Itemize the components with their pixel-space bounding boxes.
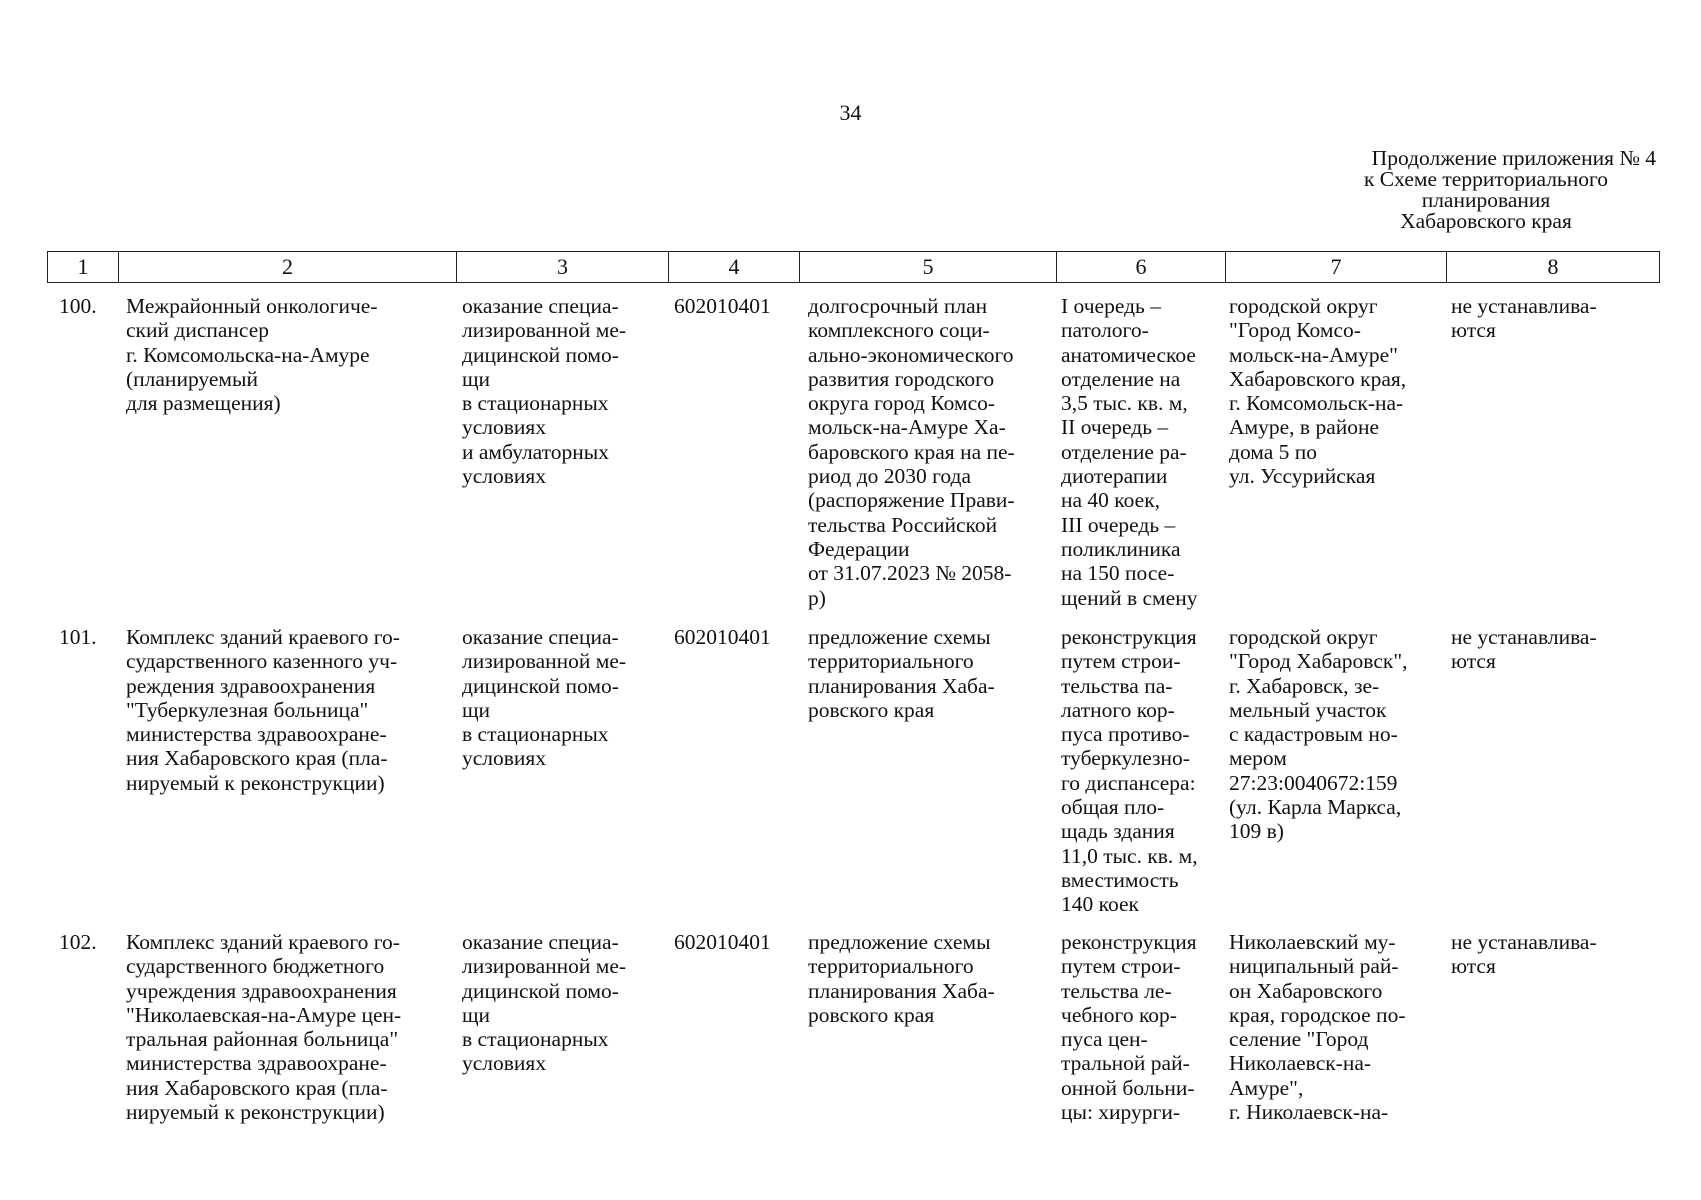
- table-row: [47, 294, 1659, 625]
- planning-basis: долгосрочный план комплексного соци- ально-экономического развития городского округа город Комсо- мольск-на-Амуре Ха- баровского края на пе- риод до 2030 года (распоряжение Прави- тельства Российской Федерации от 31.07.2023 № 2058- р): [808, 294, 1015, 610]
- appendix-caption: [1316, 148, 1656, 232]
- page-number: 34: [839, 100, 862, 125]
- object-name: Комплекс зданий краевого го- сударственного казенного уч- реждения здравоохранения "Туберкулезная больница" министерства здравоохране- ния Хабаровского края (пла- нируемый к реконструкции): [126, 625, 400, 795]
- appendix-line-4: Хабаровского края: [1400, 209, 1572, 233]
- row-number: 101.: [59, 625, 97, 649]
- column-number: 6: [1057, 252, 1226, 283]
- object-purpose: оказание специа- лизированной ме- дицинской помо- щи в стационарных условиях: [462, 930, 627, 1076]
- table-row: [47, 930, 1659, 1130]
- column-number: 8: [1447, 252, 1660, 283]
- zone-characteristics: не устанавлива- ются: [1451, 930, 1597, 979]
- appendix-line-1: Продолжение приложения № 4: [1371, 146, 1656, 170]
- object-purpose: оказание специа- лизированной ме- дицинской помо- щи в стационарных условиях: [462, 625, 627, 771]
- object-characteristics: реконструкция путем строи- тельства ле- чебного кор- пуса цен- тральной рай- онной больни- цы: хирурги-: [1061, 930, 1197, 1125]
- table-row: [47, 625, 1659, 930]
- column-number: 5: [800, 252, 1057, 283]
- planning-basis: предложение схемы территориального планирования Хаба- ровского края: [808, 930, 995, 1027]
- object-code: 602010401: [674, 930, 771, 954]
- object-name: Межрайонный онкологиче- ский диспансер г. Комсомольска-на-Амуре (планируемый для размещения): [126, 294, 378, 416]
- object-location: Николаевский му- ниципальный рай- он Хабаровского края, городское по- селение "Город Николаевск-на- Амуре", г. Николаевск-на-: [1229, 930, 1406, 1125]
- row-number: 100.: [59, 294, 97, 318]
- appendix-line-2: к Схеме территориального: [1363, 167, 1609, 191]
- object-name: Комплекс зданий краевого го- сударственного бюджетного учреждения здравоохранения "Николаевская-на-Амуре цен- тральная районная больница" министерства здравоохране- ния Хабаровского края (пла- нируемый к реконструкции): [126, 930, 402, 1125]
- column-number: 3: [457, 252, 669, 283]
- object-location: городской округ "Город Комсо- мольск-на-Амуре" Хабаровского края, г. Комсомольск-на- Амуре, в районе дома 5 по ул. Уссурийская: [1229, 294, 1407, 489]
- object-characteristics: реконструкция путем строи- тельства па- латного кор- пуса противо- туберкулезно- го диспансера: общая пло- щадь здания 11,0 тыс. кв. м, вместимость 140 коек: [1061, 625, 1198, 917]
- object-code: 602010401: [674, 294, 771, 318]
- column-number-header: [47, 251, 1660, 283]
- column-number: 1: [48, 252, 119, 283]
- object-purpose: оказание специа- лизированной ме- дицинской помо- щи в стационарных условиях и амбулаторных условиях: [462, 294, 627, 489]
- object-location: городской округ "Город Хабаровск", г. Хабаровск, зе- мельный участок с кадастровым но- мером 27:23:0040672:159 (ул. Карла Маркса, 109 в): [1229, 625, 1408, 844]
- zone-characteristics: не устанавлива- ются: [1451, 294, 1597, 343]
- object-code: 602010401: [674, 625, 771, 649]
- column-number: 4: [669, 252, 800, 283]
- zone-characteristics: не устанавлива- ются: [1451, 625, 1597, 674]
- row-number: 102.: [59, 930, 97, 954]
- appendix-line-3: планирования: [1421, 188, 1551, 212]
- column-number: 7: [1226, 252, 1447, 283]
- planning-basis: предложение схемы территориального планирования Хаба- ровского края: [808, 625, 995, 722]
- object-characteristics: I очередь – патолого- анатомическое отделение на 3,5 тыс. кв. м, II очередь – отделение ра- диотерапии на 40 коек, III очередь – поликлиника на 150 посе- щений в смену: [1061, 294, 1198, 610]
- column-number: 2: [119, 252, 457, 283]
- table-body: [47, 294, 1659, 1130]
